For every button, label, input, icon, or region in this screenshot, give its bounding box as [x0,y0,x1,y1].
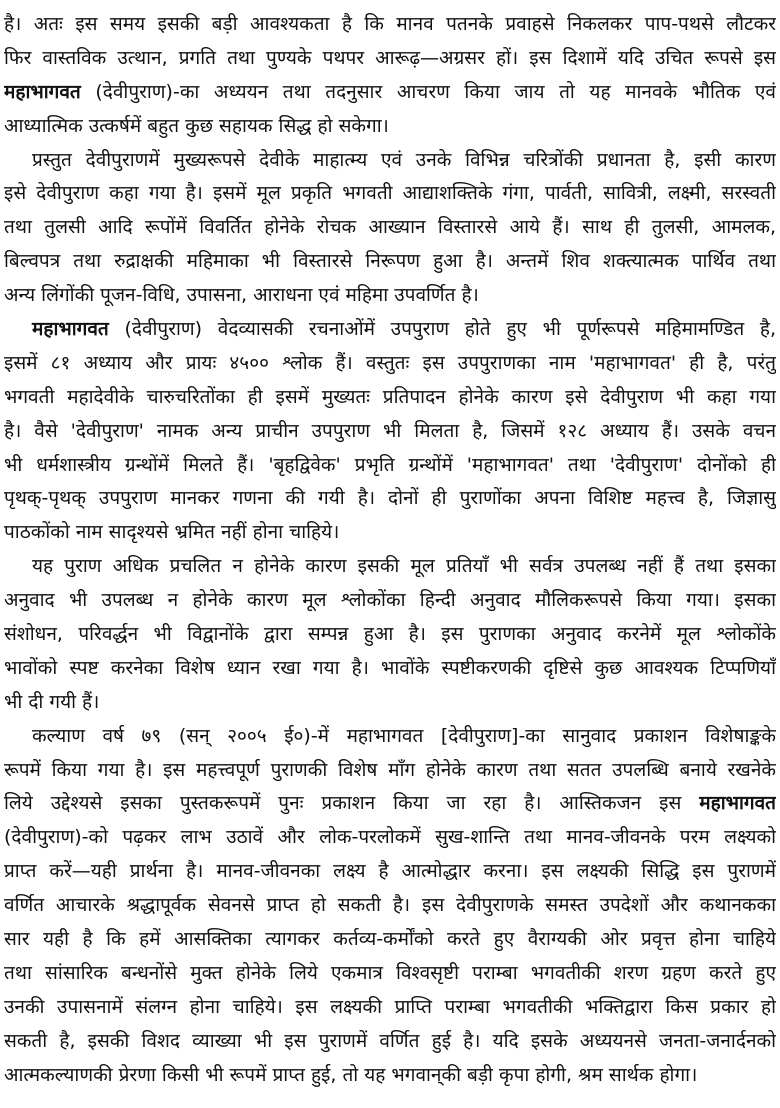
line-text: फिर वास्तविक उत्थान, प्रगति तथा पुण्यके पथपर आरूढ़—अग्रसर हों। इस दिशामें यदि उचित रूपसे इस [4,46,776,69]
bold-title-text: महाभागवत [32,318,109,341]
text-line [4,211,776,245]
text-line [4,279,776,313]
text-line [4,889,776,923]
text-line [4,415,776,449]
line-text: (देवीपुराण)-को पढ़कर लाभ उठावें और लोक-परलोकमें सुख-शान्ति तथा मानव-जीवनके परम लक्ष्यको [4,826,776,849]
line-text: इसमें ८१ अध्याय और प्रायः ४५०० श्लोक हैं। वस्तुतः इस उपपुराणका नाम 'महाभागवत' ही है, परंतु [4,351,776,374]
line-text: अन्य लिंगोंकी पूजन-विधि, उपासना, आराधना एवं महिमा उपवर्णित है। [4,284,479,307]
line-text: पाठकोंको नाम सादृश्यसे भ्रमित नहीं होना चाहिये। [4,521,340,544]
line-text: पृथक्-पृथक् उपपुराण मानकर गणना की गयी है। दोनों ही पुराणोंका अपना विशिष्ट महत्त्व है, जिज्ञासु [4,487,776,510]
text-line [4,720,776,754]
text-line [4,381,776,415]
line-text: भावोंको स्पष्ट करनेका विशेष ध्यान रखा गया है। भावोंके स्पष्टीकरणकी दृष्टिसे कुछ आवश्यक टिप्पणियाँ [4,656,776,679]
line-text: अनुवाद भी उपलब्ध न होनेके कारण मूल श्लोकोंका हिन्दी अनुवाद मौलिकरूपसे किया गया। इसका [4,589,776,612]
line-text: (देवीपुराण)-का अध्ययन तथा तदनुसार आचरण किया जाय तो यह मानवके भौतिक एवं [80,80,776,103]
document-page [4,8,776,1093]
text-line [4,991,776,1025]
paragraph [4,313,776,550]
bold-title-text: महाभागवत [4,80,81,103]
text-line [4,957,776,991]
text-line [4,550,776,584]
line-text: है। वैसे 'देवीपुराण' नामक अन्य प्राचीन उपपुराण भी मिलता है, जिसमें १२८ अध्याय हैं। उसके वचन [4,419,776,442]
text-line [4,144,776,178]
text-line [4,110,776,144]
text-line [4,42,776,76]
paragraph [4,550,776,719]
text-line [4,584,776,618]
text-line [4,245,776,279]
line-text: (देवीपुराण) वेदव्यासकी रचनाओंमें उपपुराण होते हुए भी पूर्णरूपसे महिमामण्डित है, [108,318,776,341]
text-line [4,347,776,381]
line-text: वर्णित आचारके श्रद्धापूर्वक सेवनसे प्राप्त हो सकती है। इस देवीपुराणके समस्त उपदेशों और कथानकका [4,894,776,917]
paragraph [4,720,776,1093]
line-text: प्राप्त करें—यही प्रार्थना है। मानव-जीवनका लक्ष्य है आत्मोद्धार करना। इस लक्ष्यकी सिद्धि इस पुराणमें [4,860,776,883]
text-line [4,923,776,957]
line-text: बिल्वपत्र तथा रुद्राक्षकी महिमाका भी विस्तारसे निरूपण हुआ है। अन्तमें शिव शक्त्यात्मक पार्थिव तथा [4,250,776,273]
paragraph [4,8,776,144]
line-text: आत्मकल्याणकी प्रेरणा किसी भी रूपमें प्राप्त हुई, तो यह भगवान्‌की बड़ी कृपा होगी, श्रम सार्थक होगा। [4,1063,698,1086]
text-line [4,821,776,855]
text-line [4,8,776,42]
line-text: रूपमें किया गया है। इस महत्त्वपूर्ण पुराणकी विशेष माँग होनेके कारण तथा सतत उपलब्धि बनाये रखनेके [4,758,776,781]
line-text: आध्यात्मिक उत्कर्षमें बहुत कुछ सहायक सिद्ध हो सकेगा। [4,114,389,137]
line-text: सार यही है कि हमें आसक्तिका त्यागकर कर्तव्य-कर्मोंको करते हुए वैराग्यकी ओर प्रवृत्त होना चाहिये [4,928,776,951]
line-text: संशोधन, परिवर्द्धन भी विद्वानोंके द्वारा सम्पन्न हुआ है। इस पुराणका अनुवाद करनेमें मूल श्लोकोंके [4,623,776,646]
line-text: इसे देवीपुराण कहा गया है। इसमें मूल प्रकृति भगवती आद्याशक्तिके गंगा, पार्वती, सावित्री, लक्ष्मी, सरस्वती [4,182,776,205]
line-text: भी दी गयी हैं। [4,690,100,713]
text-line [4,516,776,550]
line-text: है। अतः इस समय इसकी बड़ी आवश्यकता है कि मानव पतनके प्रवाहसे निकलकर पाप-पथसे लौटकर [4,13,776,35]
line-text: तथा तुलसी आदि रूपोंमें विवर्तित होनेके रोचक आख्यान विस्तारसे आये हैं। साथ ही तुलसी, आमलक, [4,216,776,239]
line-text: कल्याण वर्ष ७९ (सन् २००५ ई०)-में महाभागवत [देवीपुराण]-का सानुवाद प्रकाशन विशेषाङ्कके [32,724,776,747]
text-line [4,1059,776,1093]
text-line [4,313,776,347]
paragraph [4,144,776,313]
bold-title-text: महाभागवत [699,792,776,815]
text-line [4,754,776,788]
text-line [4,449,776,483]
text-line [4,855,776,889]
text-line [4,482,776,516]
text-line [4,652,776,686]
line-text: तथा सांसारिक बन्धनोंसे मुक्त होनेके लिये एकमात्र विश्वसृष्टी पराम्बा भगवतीकी शरण ग्रहण करते हुए [4,961,776,984]
line-text: सकती है, इसकी विशद व्याख्या भी इस पुराणमें वर्णित हुई है। यदि इसके अध्ययनसे जनता-जनार्दनको [4,1029,776,1052]
text-line [4,1025,776,1059]
text-line [4,177,776,211]
line-text: भगवती महादेवीके चारुचरितोंका ही इसमें मुख्यतः प्रतिपादन होनेके कारण इसे देवीपुराण भी कहा गया [4,385,776,408]
line-text: उनकी उपासनामें संलग्न होना चाहिये। इस लक्ष्यकी प्राप्ति पराम्बा भगवतीकी भक्तिद्वारा किस प्रकार हो [4,995,776,1018]
line-text: प्रस्तुत देवीपुराणमें मुख्यरूपसे देवीके माहात्म्य एवं उनके विभिन्न चरित्रोंकी प्रधानता है, इसी कारण [32,148,776,171]
text-line [4,76,776,110]
text-line [4,787,776,821]
text-line [4,618,776,652]
line-text: लिये उद्देश्यसे इसका पुस्तकरूपमें पुनः प्रकाशन किया जा रहा है। आस्तिकजन इस [4,792,700,815]
line-text: भी धर्मशास्त्रीय ग्रन्थोंमें मिलते हैं। 'बृहद्विवेक' प्रभृति ग्रन्थोंमें 'महाभागवत' तथा 'देवीपुराण' दोनोंको ही [4,453,776,476]
text-line [4,686,776,720]
line-text: यह पुराण अधिक प्रचलित न होनेके कारण इसकी मूल प्रतियाँ भी सर्वत्र उपलब्ध नहीं हैं तथा इसका [32,555,776,578]
